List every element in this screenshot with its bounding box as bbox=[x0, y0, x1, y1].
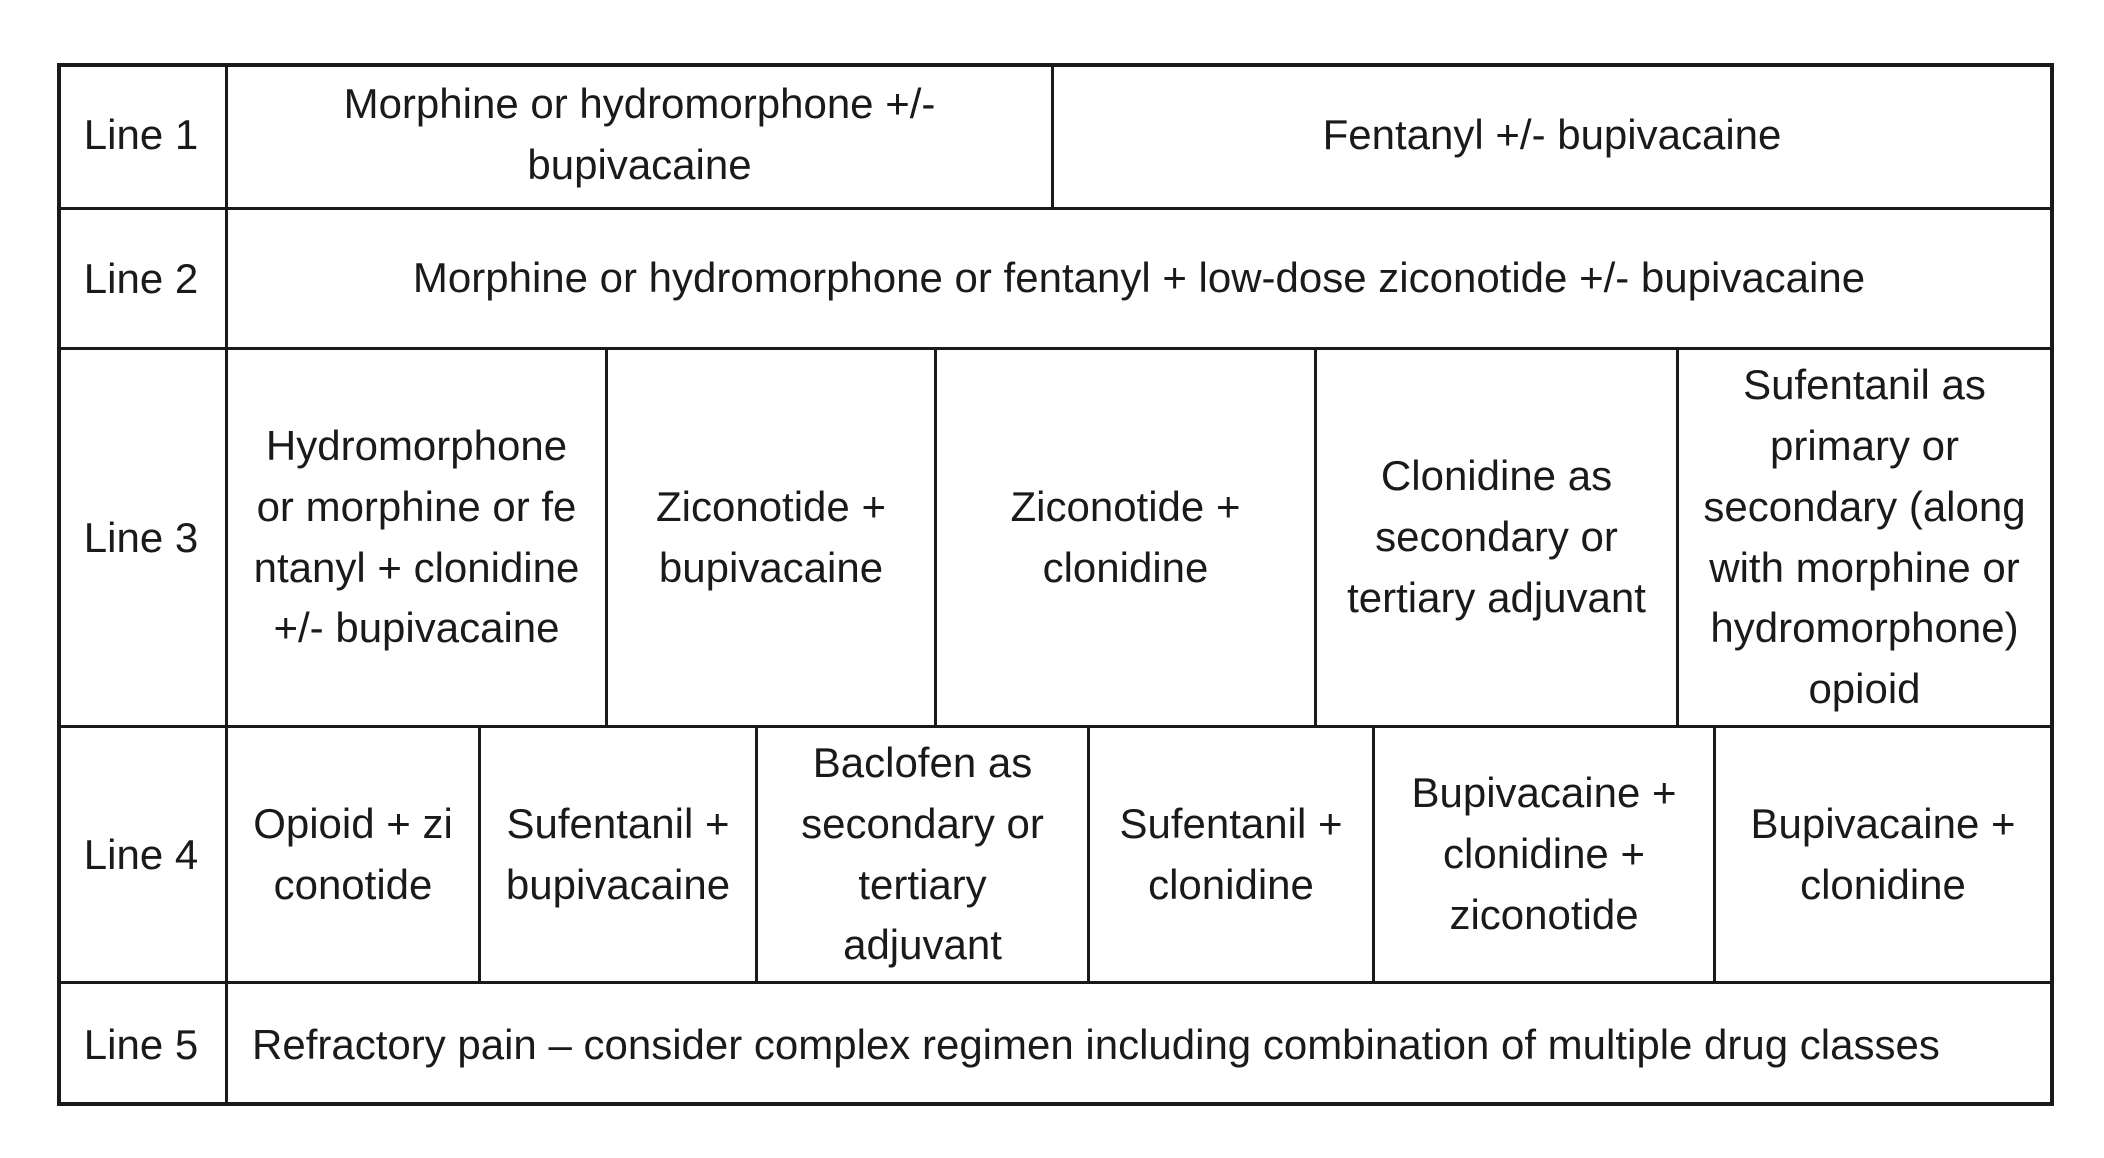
table-cell: Ziconotide + clonidine bbox=[934, 350, 1314, 725]
table-row bbox=[57, 63, 2054, 207]
table-cell: Sufentanil + bupivacaine bbox=[478, 728, 755, 981]
table-cell: Fentanyl +/- bupivacaine bbox=[1051, 63, 2050, 207]
table-cell: Bupivacaine + clonidine bbox=[1713, 728, 2050, 981]
table-cell: Clonidine as secondary or tertiary adjuvant bbox=[1314, 350, 1676, 725]
table-cell: Opioid + ziconotide bbox=[253, 799, 453, 908]
table-cell: Morphine or hydromorphone +/- bupivacaine bbox=[343, 80, 936, 188]
table-cell: Baclofen as secondary or tertiary adjuvant bbox=[755, 728, 1087, 981]
table-row bbox=[57, 347, 2054, 725]
table-row bbox=[57, 207, 2054, 347]
table-cell: Refractory pain – consider complex regimen including combination of multiple drug classes bbox=[252, 1020, 1940, 1068]
table-cell: Morphine or hydromorphone or fentanyl + low-dose ziconotide +/- bupivacaine bbox=[412, 254, 1866, 302]
table-cell: Sufentanil + clonidine bbox=[1087, 728, 1372, 981]
table-row bbox=[57, 725, 2054, 981]
table-cell: Hydromorphone or morphine or fentanyl + clonidine +/- bupivacaine bbox=[253, 421, 580, 652]
table-row bbox=[57, 981, 2054, 1106]
row-label: Line 3 bbox=[57, 350, 228, 725]
row-label: Line 2 bbox=[57, 210, 228, 347]
row-label: Line 4 bbox=[57, 728, 228, 981]
table-cell: Ziconotide + bupivacaine bbox=[605, 350, 934, 725]
row-label: Line 1 bbox=[57, 63, 228, 207]
table-cell: Bupivacaine + clonidine + ziconotide bbox=[1372, 728, 1713, 981]
row-label: Line 5 bbox=[57, 984, 228, 1106]
table-cell: Sufentanil as primary or secondary (along with morphine or hydromorphone) opioid bbox=[1676, 350, 2050, 725]
